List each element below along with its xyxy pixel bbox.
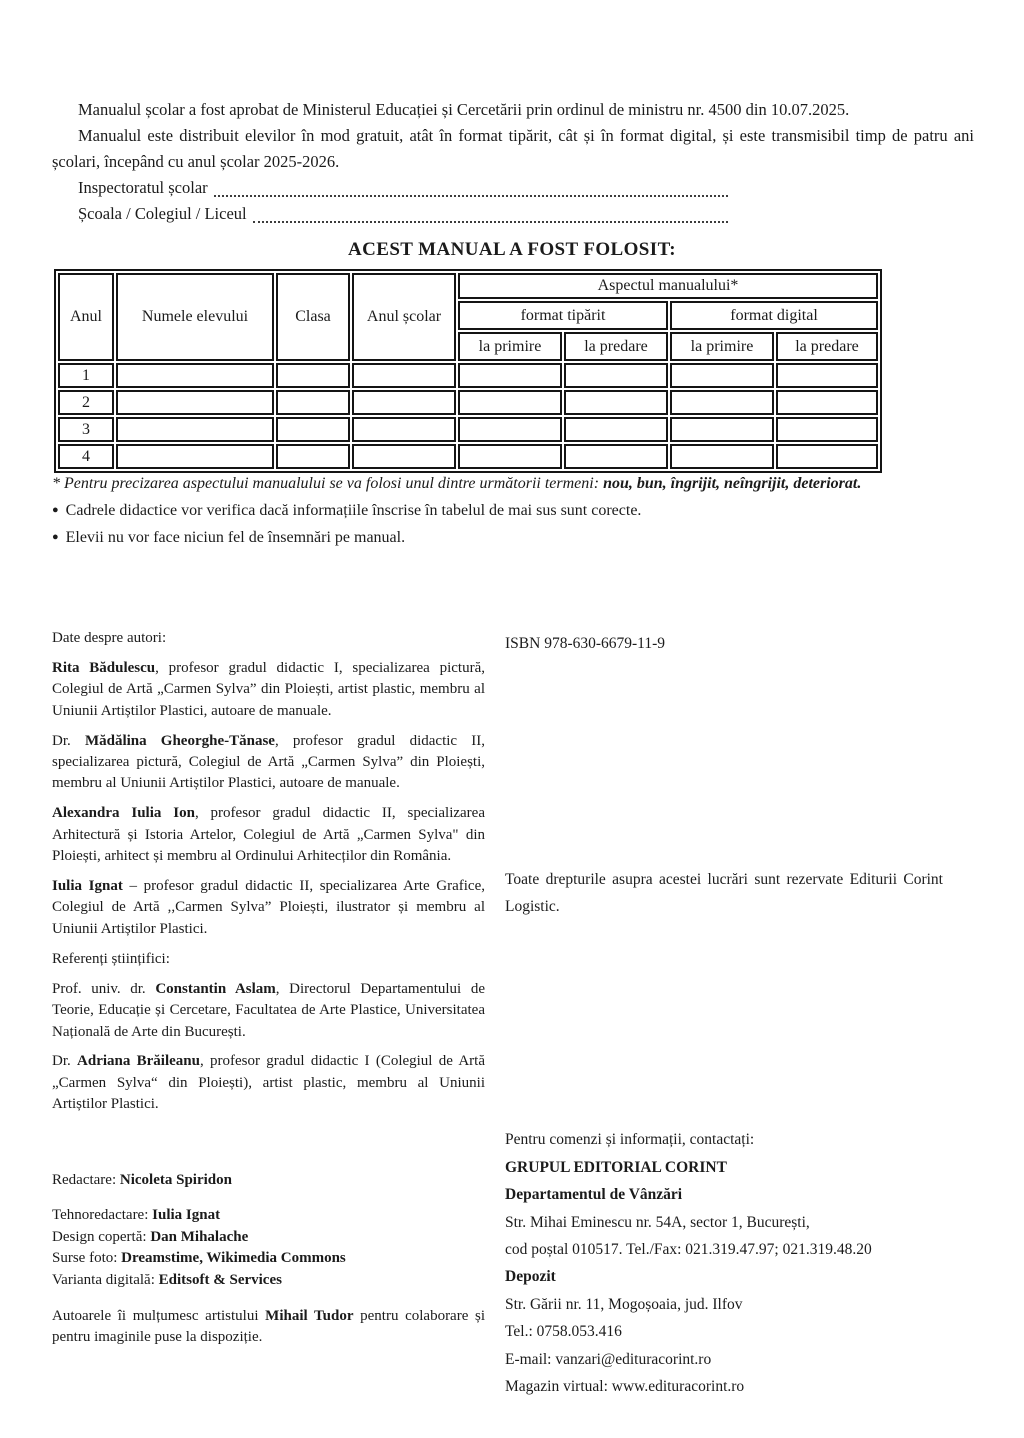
credit-varianta-digitala [52,1270,485,1292]
author-name: Rita Bădulescu [52,659,156,676]
col-header-la-predare-digital: la predare [776,332,878,361]
referent-prefix: Prof. univ. dr. [52,980,156,997]
credit-value: Iulia Ignat [152,1207,221,1224]
author-name: Alexandra Iulia Ion [52,805,195,822]
isbn-text: ISBN 978-630-6679-11-9 [505,635,666,652]
empty-cell [564,444,668,469]
intro-section [52,97,974,227]
author-prefix: Dr. [52,732,85,749]
thanks-pre: Autoarele îi mulțumesc artistului [52,1307,266,1324]
warehouse-phone: Tel.: 0758.053.416 [505,1323,622,1341]
credits-section [52,1170,485,1292]
thanks-paragraph [52,1306,485,1349]
footnote-bullet-2 [52,524,982,551]
empty-cell [352,417,456,442]
empty-cell [776,417,878,442]
empty-cell [458,444,562,469]
referent-prefix: Dr. [52,1053,78,1070]
referent-name: Constantin Aslam [155,980,276,997]
empty-cell [352,390,456,415]
author-paragraph [52,876,485,940]
author-paragraph [52,658,485,722]
author-name: Iulia Ignat [52,878,123,895]
referent-name: Adriana Brăileanu [77,1053,200,1070]
credit-value: Nicoleta Spiridon [119,1171,232,1188]
empty-cell [276,417,350,442]
footnote-bullet-1-text: Cadrele didactice vor verifica dacă informațiile înscrise în tabelul de mai sus sunt corecte. [65,502,642,519]
empty-cell [276,390,350,415]
empty-cell [116,390,274,415]
author-bio: , profesor gradul didactic I, specializarea pictură, Colegiul de Artă „Carmen Sylva” din Ploiești, artist plastic, membru al Uniunii Artiștilor Plastici, autoare de manuale. [52,659,485,719]
table-row [58,444,878,469]
empty-cell [564,363,668,388]
footnote-star [52,471,982,497]
empty-cell [458,363,562,388]
credit-value: Dreamstime, Wikimedia Commons [121,1250,346,1267]
empty-cell [116,417,274,442]
author-bio: – profesor gradul didactic II, specializarea Arte Grafice, Colegiul de Artă ,,Carmen Sylva” Ploiești, ilustrator și membru al Uniunii Artiștilor Plastici. [52,878,485,937]
table-row [58,363,878,388]
table-row [58,390,878,415]
sales-address-line2: cod poștal 010517. Tel./Fax: 021.319.47.97; 021.319.48.20 [505,1241,872,1259]
bullet-icon: ● [52,504,59,516]
publisher-group-name: GRUPUL EDITORIAL CORINT [505,1158,727,1176]
author-name: Mădălina Gheorghe-Tănase [84,732,275,749]
thanks-post: pentru colaborare și pentru imaginile puse la dispoziție. [52,1307,486,1345]
distribution-paragraph: Manualul este distribuit elevilor în mod gratuit, atât în format tipărit, cât și în format digital, și este transmisibil timp de patru ani școlari, începând cu anul școlar 2025-2026. [52,126,974,171]
referents-heading: Referenți științifici: [52,950,170,967]
author-paragraph [52,803,485,867]
table-row [58,417,878,442]
credit-label: Tehnoredactare: [52,1207,153,1224]
school-label: Școala / Colegiul / Liceul [78,204,247,223]
col-header-la-primire-tiparit: la primire [458,332,562,361]
row-number: 3 [58,417,114,442]
author-bio: , profesor gradul didactic II, specializarea pictură, Colegiul de Artă „Carmen Sylva” din Ploiești, membru al Uniunii Artiștilor Plastici, autoare de manuale. [52,732,485,792]
empty-cell [116,444,274,469]
footnote-star-text: * Pentru precizarea aspectului manualului se va folosi unul dintre următorii termeni: [52,475,604,492]
col-header-anul: Anul [58,273,114,361]
col-header-la-predare-tiparit: la predare [564,332,668,361]
referent-paragraph [52,1051,485,1115]
inspectorate-label: Inspectoratul școlar [78,178,208,197]
credit-value: Editsoft & Services [158,1272,282,1288]
empty-cell [670,444,774,469]
empty-cell [352,444,456,469]
credit-surse-foto [52,1248,485,1270]
row-number: 2 [58,390,114,415]
inspectorate-line [78,175,728,201]
right-column [505,630,943,1400]
empty-cell [776,363,878,388]
footnote-bullet-1 [52,497,982,524]
credit-design [52,1227,485,1249]
credit-label: Design copertă: [52,1228,151,1245]
orders-intro: Pentru comenzi și informații, contactați: [505,1131,755,1149]
row-number: 1 [58,363,114,388]
col-header-format-tiparit: format tipărit [458,301,668,330]
referent-bio: , Directorul Departamentului de Teorie, Educație și Cercetare, Facultatea de Arte Plastice, Universitatea Națională de Arte din București. [52,980,485,1040]
empty-cell [776,444,878,469]
warehouse-address: Str. Gării nr. 11, Mogoșoaia, jud. Ilfov [505,1295,743,1313]
rights-paragraph: Toate drepturile asupra acestei lucrări sunt rezervate Editurii Corint Logistic. [505,871,943,916]
bullet-icon: ● [52,531,59,543]
empty-cell [276,363,350,388]
warehouse-email: E-mail: vanzari@edituracorint.ro [505,1350,712,1368]
empty-cell [276,444,350,469]
empty-cell [352,363,456,388]
empty-cell [776,390,878,415]
col-header-aspectul: Aspectul manualului* [458,273,878,299]
empty-cell [116,363,274,388]
author-bio: , profesor gradul didactic II, specializarea Arhitectură și Istoria Artelor, Colegiul de Artă „Carmen Sylva" din Ploiești, arhitect și membru al Ordinului Arhitecților din România. [52,805,485,865]
empty-cell [670,417,774,442]
empty-cell [458,417,562,442]
approval-paragraph: Manualul școlar a fost aprobat de Ministerul Educației și Cercetării prin ordinul de ministru nr. 4500 din 10.07.2025. [78,100,850,119]
dotted-fill-line [214,195,728,197]
warehouse-heading: Depozit [505,1268,556,1286]
left-column [52,628,485,1357]
author-paragraph [52,731,485,795]
sales-department: Departamentul de Vânzări [505,1186,683,1204]
credit-label: Varianta digitală: [52,1272,159,1288]
referent-paragraph [52,979,485,1043]
col-header-format-digital: format digital [670,301,878,330]
dotted-fill-line [253,221,728,223]
thanks-artist-name: Mihail Tudor [265,1307,354,1324]
col-header-la-primire-digital: la primire [670,332,774,361]
credit-tehnoredactare [52,1205,485,1227]
empty-cell [670,363,774,388]
sales-address-line1: Str. Mihai Eminescu nr. 54A, sector 1, București, [505,1213,810,1231]
row-number: 4 [58,444,114,469]
credit-redactare [52,1170,485,1192]
footnote-star-terms: nou, bun, îngrijit, neîngrijit, deteriorat. [603,475,862,492]
school-line [78,201,728,227]
col-header-anul-scolar: Anul școlar [352,273,456,361]
empty-cell [564,390,668,415]
usage-table [54,269,882,473]
col-header-clasa: Clasa [276,273,350,361]
empty-cell [670,390,774,415]
credit-label: Redactare: [52,1171,120,1188]
empty-cell [458,390,562,415]
authors-heading: Date despre autori: [52,630,167,646]
footnotes-section [52,471,982,551]
col-header-numele: Numele elevului [116,273,274,361]
empty-cell [564,417,668,442]
credit-value: Dan Mihalache [150,1228,249,1245]
footnote-bullet-2-text: Elevii nu vor face niciun fel de însemnări pe manual. [65,529,406,546]
warehouse-online-shop: Magazin virtual: www.edituracorint.ro [505,1378,745,1396]
credit-label: Surse foto: [52,1250,122,1267]
usage-table-title: ACEST MANUAL A FOST FOLOSIT: [348,239,676,260]
referent-bio: , profesor gradul didactic I (Colegiul de Artă „Carmen Sylva“ din Ploiești), artist plastic, membru al Uniunii Artiștilor Plastici. [52,1053,485,1113]
